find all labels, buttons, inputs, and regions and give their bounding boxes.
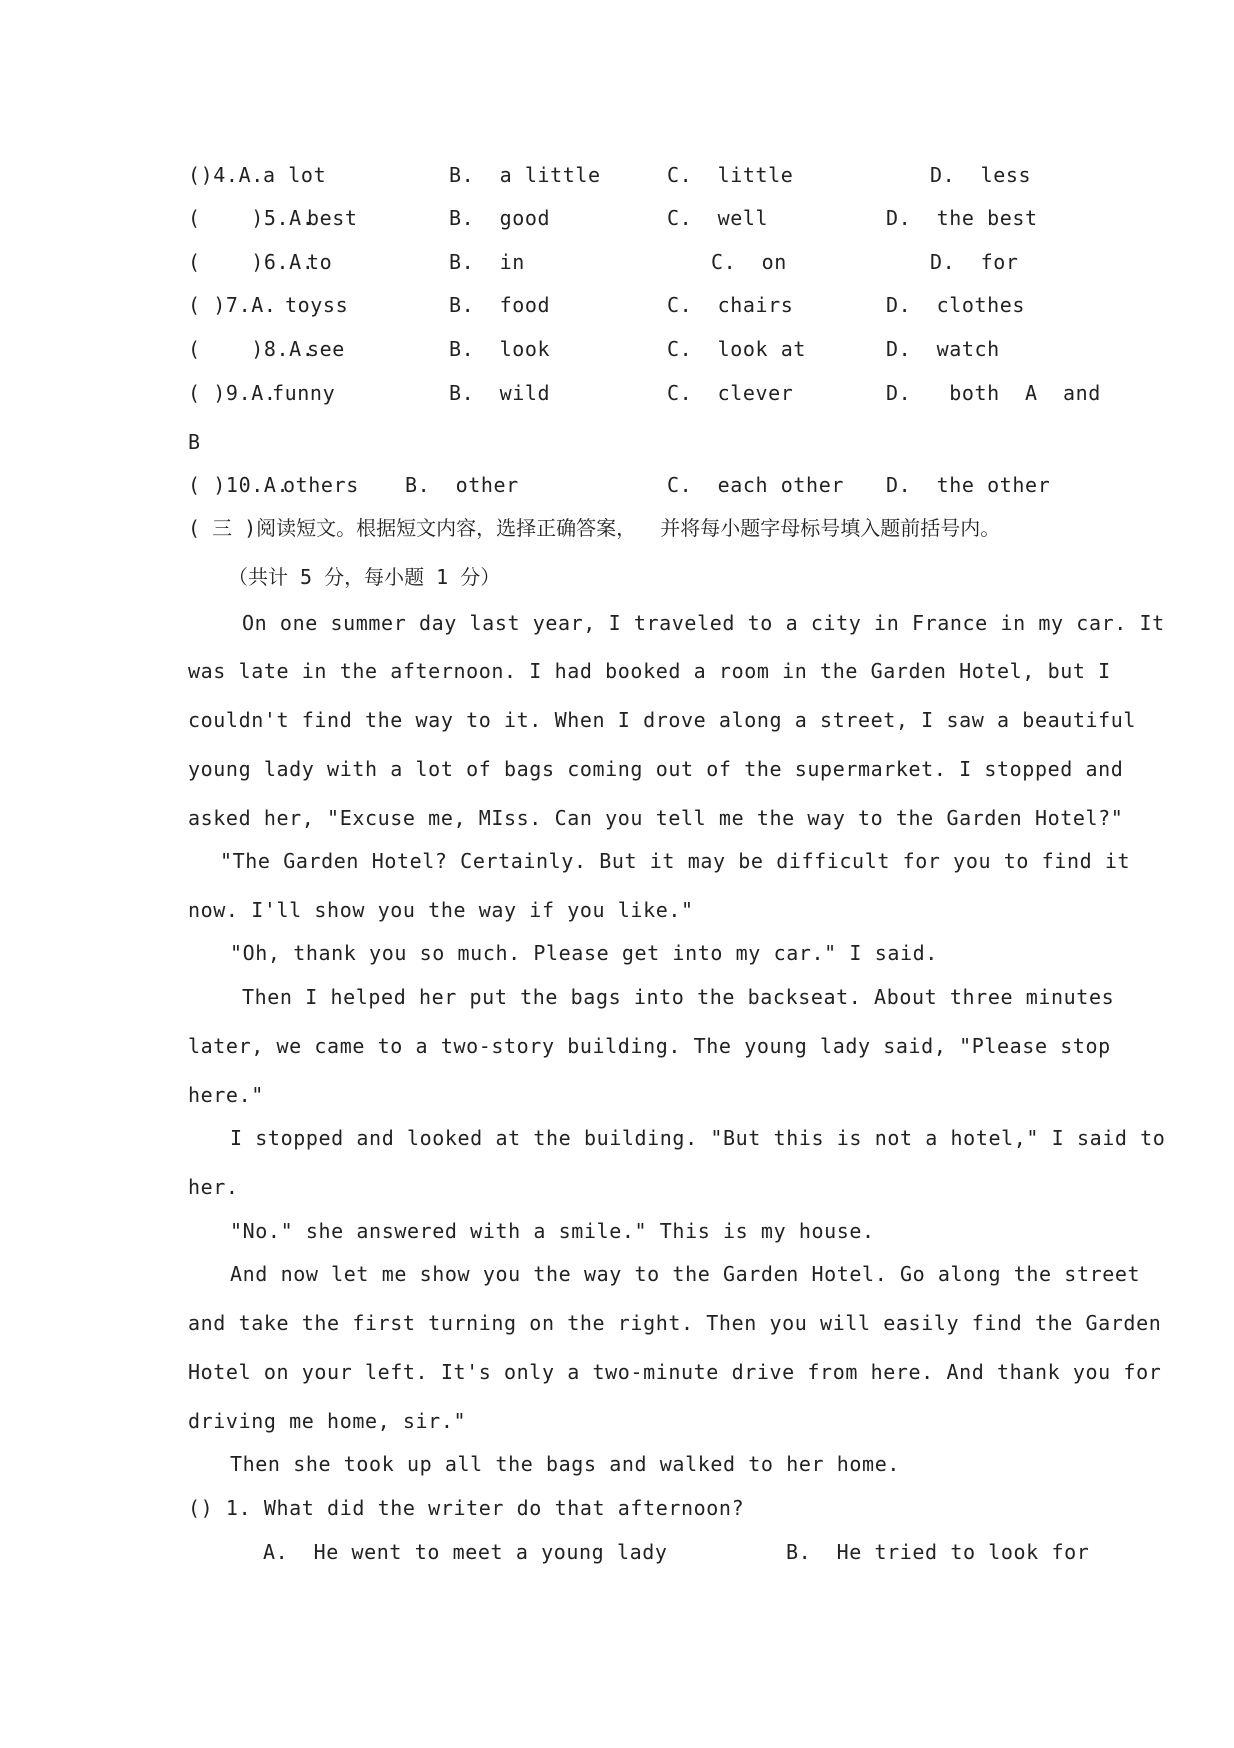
option-a: see <box>307 337 345 361</box>
option-d: D. clothes <box>886 293 1026 317</box>
passage-line: "The Garden Hotel? Certainly. But it may be difficult for you to find it <box>220 849 1131 873</box>
passage-line: her. <box>188 1175 239 1199</box>
option-b: B. a little <box>449 163 601 187</box>
option-d: D. for <box>930 250 1019 274</box>
option-d: D. both A and <box>886 381 1101 405</box>
question-number: ( )10.A. <box>188 473 290 497</box>
option-a: a lot <box>263 163 327 187</box>
passage-line: I stopped and looked at the building. "But this is not a hotel," I said to <box>230 1126 1166 1150</box>
option-a: funny <box>272 381 336 405</box>
passage-line: On one summer day last year, I traveled to a city in France in my car. It <box>242 611 1165 635</box>
passage-line: asked her, "Excuse me, MIss. Can you tell me the way to the Garden Hotel?" <box>188 806 1124 830</box>
option-c: C. each other <box>667 473 844 497</box>
option-b: B. other <box>405 473 519 497</box>
section-scoring-note: （共计 5 分，每小题 1 分） <box>228 565 501 589</box>
question-number: ( )9.A. <box>188 381 277 405</box>
passage-line: was late in the afternoon. I had booked a room in the Garden Hotel, but I <box>188 659 1111 683</box>
passage-line: Hotel on your left. It's only a two-minute drive from here. And thank you for <box>188 1360 1162 1384</box>
question-number: ( )7.A. <box>188 293 277 317</box>
option-c: C. chairs <box>667 293 794 317</box>
option-b: B. good <box>449 206 551 230</box>
passage-line: now. I'll show you the way if you like." <box>188 898 694 922</box>
wrapped-option-letter: B <box>188 430 201 454</box>
option-d: D. less <box>930 163 1032 187</box>
option-a: best <box>307 206 358 230</box>
option-c: C. clever <box>667 381 794 405</box>
option-d: D. the other <box>886 473 1051 497</box>
passage-line: couldn't find the way to it. When I drove along a street, I saw a beautiful <box>188 708 1137 732</box>
passage-line: And now let me show you the way to the Garden Hotel. Go along the street <box>230 1262 1141 1286</box>
section-heading: ( 三 )阅读短文。根据短文内容，选择正确答案， 并将每小题字母标号填入题前括号内。 <box>188 516 1001 540</box>
question-1-option-b: B. He tried to look for <box>786 1540 1090 1564</box>
option-a: others <box>283 473 359 497</box>
option-c: C. look at <box>667 337 807 361</box>
option-b: B. look <box>449 337 551 361</box>
option-b: B. wild <box>449 381 551 405</box>
passage-line: later, we came to a two-story building. The young lady said, "Please stop <box>188 1034 1111 1058</box>
question-number: ( )8.A. <box>188 337 315 361</box>
question-1-stem: () 1. What did the writer do that afternoon? <box>188 1496 745 1520</box>
option-b: B. food <box>449 293 551 317</box>
option-a: toyss <box>285 293 349 317</box>
question-number: ( )6.A. <box>188 250 315 274</box>
passage-line: here." <box>188 1083 264 1107</box>
passage-line: Then I helped her put the bags into the backseat. About three minutes <box>242 985 1115 1009</box>
question-1-option-a: A. He went to meet a young lady <box>263 1540 668 1564</box>
option-d: D. the best <box>886 206 1038 230</box>
passage-line: "Oh, thank you so much. Please get into my car." I said. <box>230 941 938 965</box>
passage-line: young lady with a lot of bags coming out of the supermarket. I stopped and <box>188 757 1124 781</box>
option-a: to <box>307 250 333 274</box>
passage-line: "No." she answered with a smile." This is my house. <box>230 1219 875 1243</box>
option-b: B. in <box>449 250 525 274</box>
option-c: C. on <box>711 250 787 274</box>
question-number: ( )5.A. <box>188 206 315 230</box>
option-d: D. watch <box>886 337 1000 361</box>
passage-line: driving me home, sir." <box>188 1409 467 1433</box>
passage-line: Then she took up all the bags and walked to her home. <box>230 1452 900 1476</box>
question-number: ()4.A. <box>188 163 264 187</box>
option-c: C. well <box>667 206 769 230</box>
passage-line: and take the first turning on the right. Then you will easily find the Garden <box>188 1311 1162 1335</box>
option-c: C. little <box>667 163 794 187</box>
